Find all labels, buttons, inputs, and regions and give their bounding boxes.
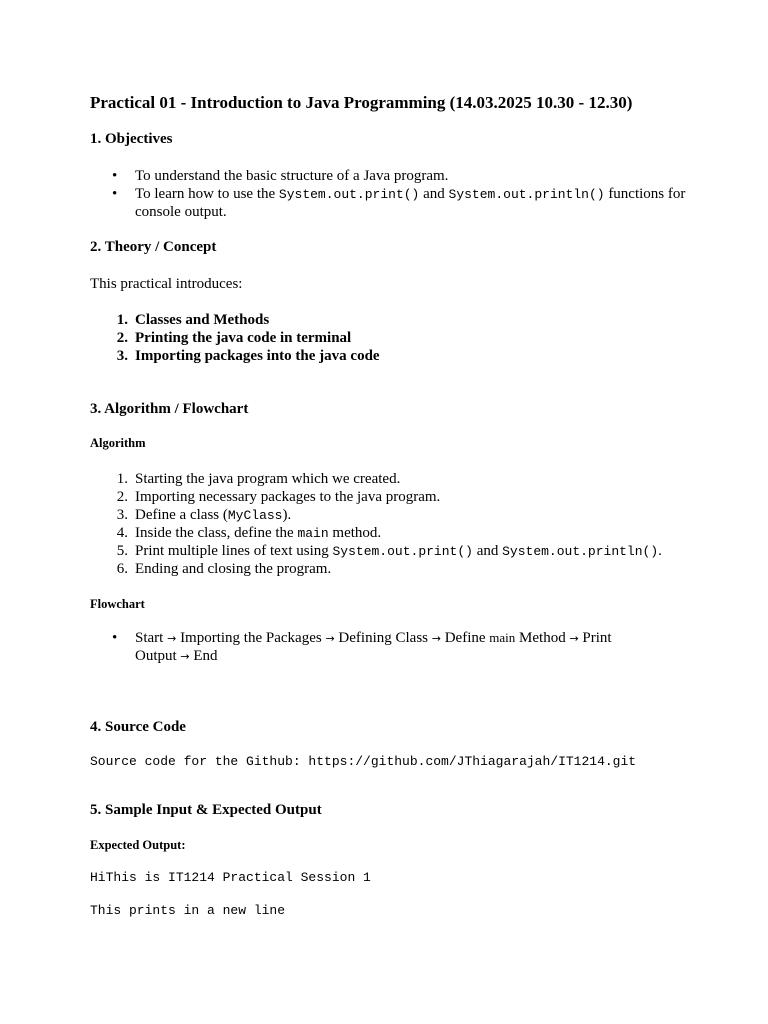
theory-intro: This practical introduces: — [90, 276, 243, 292]
arrow-right-icon: → — [325, 632, 335, 645]
algorithm-subheading: Algorithm — [90, 436, 146, 450]
sample-heading: 5. Sample Input & Expected Output — [90, 802, 322, 818]
source-code-line: Source code for the Github: https://github.com/JThiagarajah/IT1214.git — [90, 754, 637, 769]
page-title: Practical 01 - Introduction to Java Programming (14.03.2025 10.30 - 12.30) — [90, 93, 633, 112]
flowchart-subheading: Flowchart — [90, 597, 145, 611]
expected-output-subheading: Expected Output: — [90, 838, 186, 852]
arrow-right-icon: → — [180, 650, 190, 663]
arrow-right-icon: → — [431, 632, 441, 645]
output-line: This prints in a new line — [90, 903, 286, 918]
output-line: HiThis is IT1214 Practical Session 1 — [90, 870, 371, 885]
arrow-right-icon: → — [569, 632, 579, 645]
objectives-heading: 1. Objectives — [90, 131, 173, 147]
theory-heading: 2. Theory / Concept — [90, 239, 217, 255]
flowchart-steps: Start → Importing the Packages → Defining Class → Define main Method → Print — [135, 630, 612, 646]
bullet-icon: • — [112, 168, 118, 184]
source-heading: 4. Source Code — [90, 719, 186, 735]
arrow-right-icon: → — [167, 632, 177, 645]
bullet-icon: • — [112, 186, 118, 202]
algorithm-heading: 3. Algorithm / Flowchart — [90, 401, 249, 417]
bullet-icon: • — [112, 630, 118, 646]
